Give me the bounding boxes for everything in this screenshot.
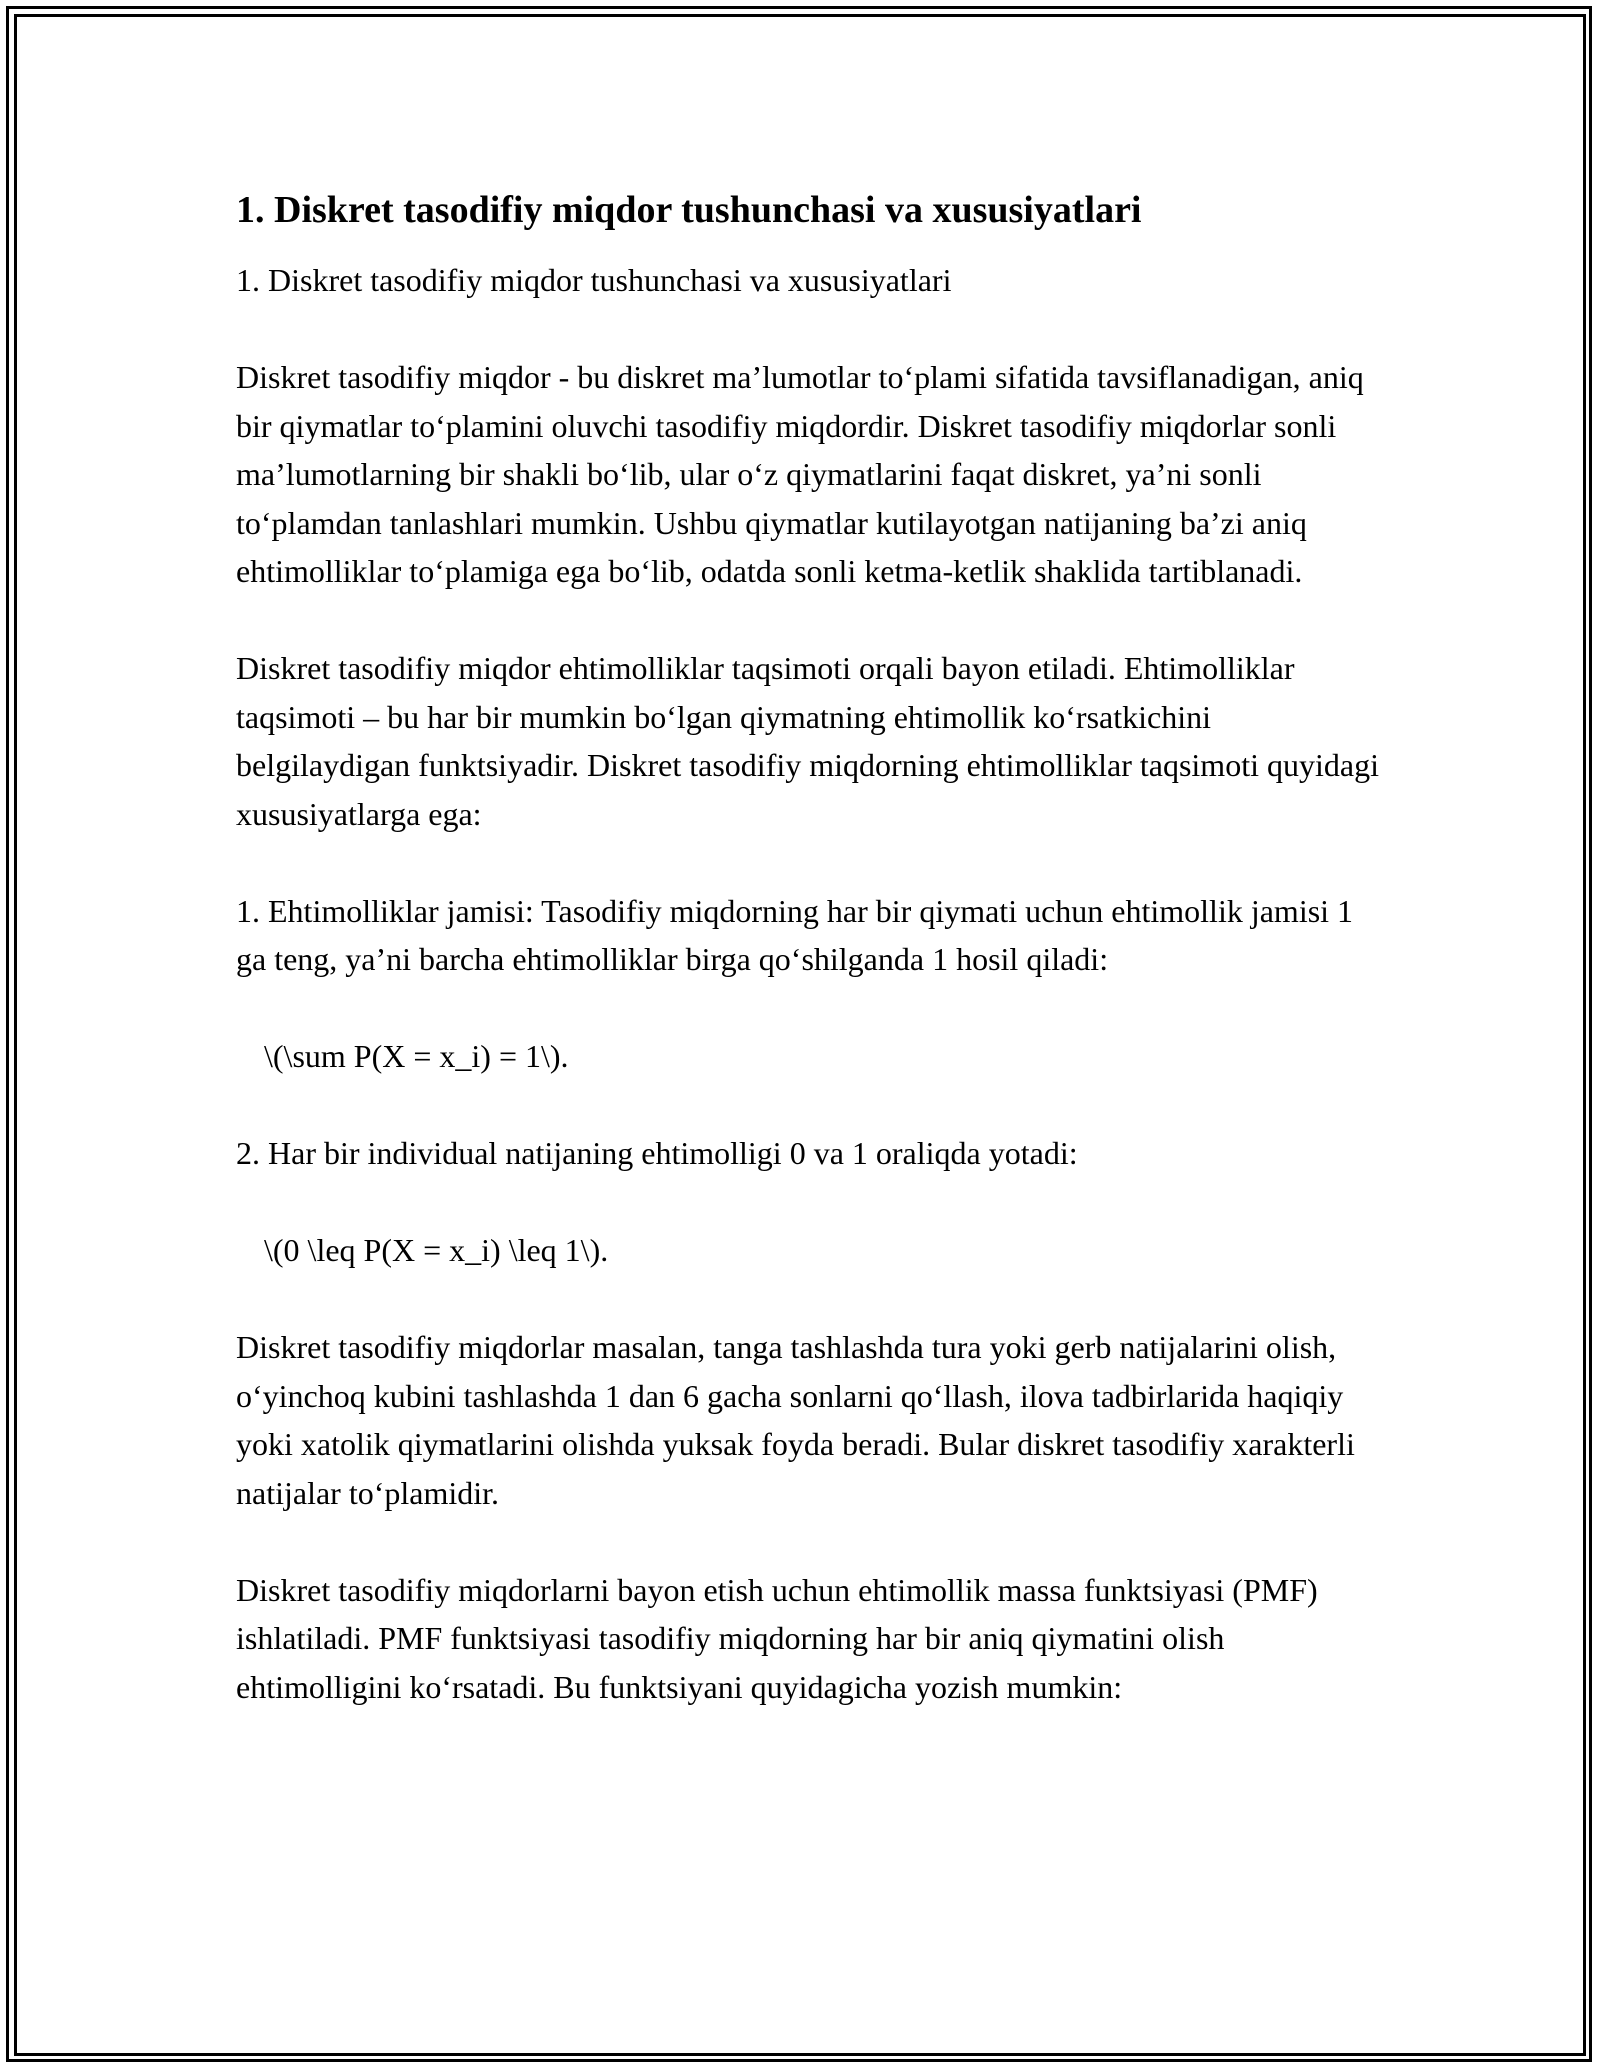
sum-formula: \(\sum P(X = x_i) = 1\). bbox=[264, 1038, 569, 1074]
definition-paragraph: Diskret tasodifiy miqdor - bu diskret ma’lumotlar to‘plami sifatida tavsiflanadigan, aniq bir qiymatlar to‘plamini oluvchi tasodifiy miqdordir. Diskret tasodifiy miqdorlar sonli ma’lumotlarning bir shakli bo‘lib, ular o‘z qiymatlarini faqat diskret, ya’ni sonli to‘plamdan tanlashlari mumkin. Ushbu qiymatlar kutilayotgan natijaning ba’zi aniq ehtimolliklar to‘plamiga ega bo‘lib, odatda sonli ketma-ketlik shaklida tartiblanadi. bbox=[236, 359, 1364, 589]
property-2-paragraph: 2. Har bir individual natijaning ehtimolligi 0 va 1 oraliqda yotadi: bbox=[236, 1135, 1078, 1171]
examples-paragraph: Diskret tasodifiy miqdorlar masalan, tanga tashlashda tura yoki gerb natijalarini olish, o‘yinchoq kubini tashlashda 1 dan 6 gacha sonlarni qo‘llash, ilova tadbirlarida haqiqiy yoki xatolik qiymatlarini olishda yuksak foyda beradi. Bular diskret tasodifiy xarakterli natijalar to‘plamidir. bbox=[236, 1329, 1355, 1511]
distribution-paragraph: Diskret tasodifiy miqdor ehtimolliklar taqsimoti orqali bayon etiladi. Ehtimolliklar taqsimoti – bu har bir mumkin bo‘lgan qiymatning ehtimollik ko‘rsatkichini belgilaydigan funktsiyadir. Diskret tasodifiy miqdorning ehtimolliklar taqsimoti quyidagi xususiyatlarga ega: bbox=[236, 650, 1379, 832]
bounds-formula: \(0 \leq P(X = x_i) \leq 1\). bbox=[264, 1232, 609, 1268]
document-body bbox=[236, 186, 1386, 1760]
section-subtitle: 1. Diskret tasodifiy miqdor tushunchasi va xususiyatlari bbox=[236, 262, 952, 298]
section-heading: 1. Diskret tasodifiy miqdor tushunchasi va xususiyatlari bbox=[236, 189, 1142, 231]
property-1-paragraph: 1. Ehtimolliklar jamisi: Tasodifiy miqdorning har bir qiymati uchun ehtimollik jamisi 1 ga teng, ya’ni barcha ehtimolliklar birga qo‘shilganda 1 hosil qiladi: bbox=[236, 892, 1354, 977]
pmf-paragraph: Diskret tasodifiy miqdorlarni bayon etish uchun ehtimollik massa funktsiyasi (PMF) ishlatiladi. PMF funktsiyasi tasodifiy miqdorning har bir aniq qiymatini olish ehtimolligini ko‘rsatadi. Bu funktsiyani quyidagicha yozish mumkin: bbox=[236, 1571, 1318, 1705]
